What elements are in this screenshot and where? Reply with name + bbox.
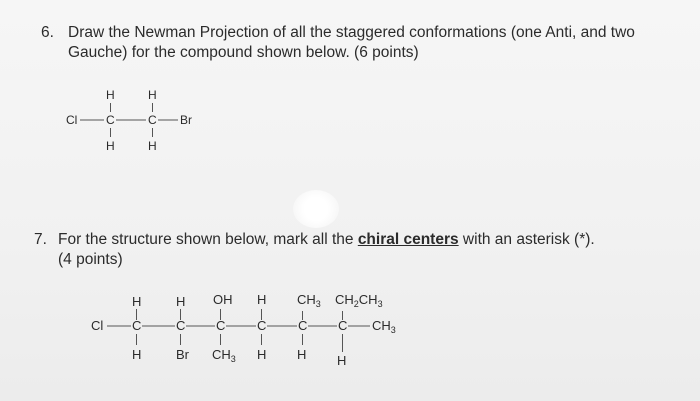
substituent-h: H [176, 294, 186, 309]
atom-c: C [148, 113, 157, 127]
atom-c: C [106, 113, 115, 127]
substituent-ch2ch3: $CH_2CH_3$ [335, 292, 383, 309]
substituent-oh: OH [213, 292, 233, 307]
substituent-h: H [297, 347, 307, 362]
atom-c: C [216, 318, 226, 333]
question-text-line: Gauche) for the compound shown below. (6 points) [68, 44, 419, 61]
atom-h: H [148, 88, 157, 102]
substituent-ch3: $CH_3$ [297, 292, 321, 309]
atom-c: C [338, 318, 348, 333]
question-text-line: Draw the Newman Projection of all the staggered conformations (one Anti, and two [68, 24, 635, 41]
atom-h: H [106, 88, 115, 102]
atom-br: Br [180, 113, 192, 127]
question-number: 6. [41, 24, 54, 41]
atom-h: H [148, 139, 157, 153]
atom-c: C [176, 318, 186, 333]
substituent-h: H [132, 294, 142, 309]
atom-c: C [257, 318, 267, 333]
atom-c: C [132, 318, 142, 333]
atom-cl: Cl [66, 113, 78, 127]
atom-cl: Cl [91, 318, 104, 333]
substituent-h: H [257, 347, 267, 362]
atom-c: C [298, 318, 308, 333]
substituent-h: H [132, 347, 142, 362]
substituent-h: H [257, 292, 267, 307]
chiral-centers-emphasis: chiral centers [357, 231, 459, 248]
atom-ch3: $CH_3$ [372, 318, 396, 335]
question-text: with an asterisk (*). [458, 231, 595, 248]
question-text-line: (4 points) [58, 251, 123, 268]
substituent-br: Br [176, 347, 189, 362]
atom-h: H [106, 139, 115, 153]
substituent-ch3: $CH_3$ [212, 347, 236, 364]
substituent-h: H [337, 353, 347, 368]
question-number: 7. [34, 231, 47, 248]
question-text: For the structure shown below, mark all the [58, 231, 358, 248]
